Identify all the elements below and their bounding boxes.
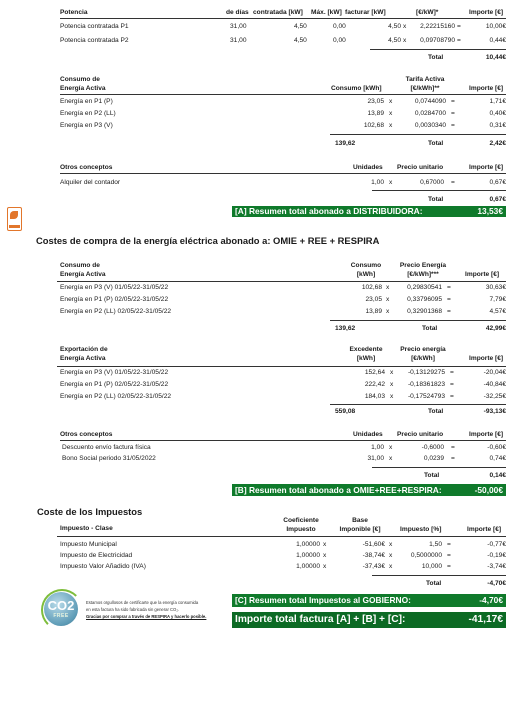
co2-line2: en esta factura ha sido fabricada sin generar CO₂. <box>86 607 180 612</box>
energia-header-importe: Importe [€] <box>469 85 504 92</box>
times-sign: x <box>390 381 394 388</box>
otros1-total-label: Total <box>428 196 444 203</box>
row-coef: 1,00000 <box>296 541 320 548</box>
otros2-header-unidades: Unidades <box>353 431 383 438</box>
row-base: -37,43€ <box>362 563 385 570</box>
co2-link[interactable]: Gracias por comprar a través de RESPIRA y hacerlo posible. <box>86 614 207 619</box>
otros2-total-value: 0,14€ <box>489 472 506 479</box>
row-tarifa: 0,0030340 <box>414 122 446 129</box>
total-factura-value: -41,17€ <box>468 614 503 625</box>
equals-sign: = <box>447 563 451 570</box>
compra-header-precio1: Precio Energía <box>399 262 447 269</box>
equals-sign: = <box>457 37 461 44</box>
otros1-total-value: 0,67€ <box>489 196 506 203</box>
export-total-label: Total <box>428 408 444 415</box>
export-sum: 559,08 <box>335 408 356 415</box>
row-importe: -20,04€ <box>483 369 506 376</box>
co2-badge-top: CO2 <box>47 598 75 613</box>
row-impuesto: 0,5000000 <box>410 552 442 559</box>
otros1-header-importe: Importe [€] <box>469 164 504 171</box>
export-header-precio2: [€/kWh] <box>411 355 435 362</box>
row-excedente: 152,64 <box>364 369 385 376</box>
potencia-header-dias: de días <box>226 9 249 16</box>
row-precio: 2,22215160 <box>420 23 455 30</box>
row-excedente: 184,03 <box>364 393 385 400</box>
times-sign: x <box>323 552 327 559</box>
compra-header-label2: Energía Activa <box>60 271 106 278</box>
row-unidades: 1,00 <box>371 179 384 186</box>
row-consumo: 102,68 <box>361 284 382 291</box>
energia-header-consumo: Consumo [kWh] <box>331 85 382 92</box>
times-sign: x <box>389 444 393 451</box>
row-label: Descuento envío factura física <box>62 444 151 451</box>
row-base: -51,60€ <box>362 541 385 548</box>
resumen-c-value: -4,70€ <box>479 595 503 605</box>
times-sign: x <box>389 122 393 129</box>
equals-sign: = <box>447 296 451 303</box>
row-importe: 0,31€ <box>489 122 506 129</box>
equals-sign: = <box>450 393 454 400</box>
energia-total-label: Total <box>428 140 444 147</box>
equals-sign: = <box>451 179 455 186</box>
row-contratada: 4,50 <box>294 37 307 44</box>
export-header-label2: Energía Activa <box>60 355 106 362</box>
row-importe: 7,79€ <box>489 296 506 303</box>
compra-header-label1: Consumo de <box>60 262 100 269</box>
row-coef: 1,00000 <box>296 552 320 559</box>
times-sign: x <box>389 179 393 186</box>
row-label: Energía en P3 (V) 01/05/22-31/05/22 <box>60 369 169 376</box>
export-header-precio1: Precio energía <box>400 346 446 353</box>
times-sign: x <box>386 308 390 315</box>
row-precio: 0,33796095 <box>407 296 442 303</box>
row-importe: -40,84€ <box>483 381 506 388</box>
row-importe: 0,67€ <box>489 179 506 186</box>
row-precio: -0,18361823 <box>407 381 445 388</box>
times-sign: x <box>323 563 327 570</box>
times-sign: x <box>386 284 390 291</box>
potencia-total-label: Total <box>428 54 444 61</box>
row-label: Energía en P1 (P) 02/05/22-31/05/22 <box>60 381 169 388</box>
row-precio: -0,13129275 <box>407 369 445 376</box>
potencia-header-label: Potencia <box>60 9 88 16</box>
resumen-c-bar <box>232 594 506 607</box>
potencia-header-contratada: contratada [kW] <box>253 9 303 16</box>
row-label: Impuesto Municipal <box>60 541 117 548</box>
energia-total-value: 2,42€ <box>489 140 506 147</box>
impuestos-header-imp: Impuesto [%] <box>400 526 442 533</box>
otros2-total-label: Total <box>424 472 440 479</box>
section-title-omie: Costes de compra de la energía eléctrica abonado a: OMIE + REE + RESPIRA <box>36 235 380 246</box>
row-importe: -3,74€ <box>487 563 506 570</box>
resumen-a-bar <box>232 206 506 217</box>
section-title-impuestos: Coste de los Impuestos <box>37 506 143 517</box>
row-label: Potencia contratada P2 <box>60 37 129 44</box>
otros1-header-unidades: Unidades <box>353 164 383 171</box>
compra-total-label: Total <box>422 325 438 332</box>
row-impuesto: 1,50 <box>429 541 442 548</box>
times-sign: x <box>386 296 390 303</box>
energia-header-label1: Consumo de <box>60 76 100 83</box>
impuestos-total-label: Total <box>426 580 442 587</box>
export-header-exc2: [kWh] <box>356 355 376 362</box>
equals-sign: = <box>450 369 454 376</box>
row-importe: -0,19€ <box>487 552 506 559</box>
row-base: -38,74€ <box>362 552 385 559</box>
row-importe: 1,71€ <box>489 98 506 105</box>
equals-sign: = <box>451 98 455 105</box>
energia-sum: 139,62 <box>335 140 356 147</box>
row-label: Energía en P3 (V) 01/05/22-31/05/22 <box>60 284 169 291</box>
times-sign: x <box>403 23 407 30</box>
export-header-exc1: Excedente <box>349 346 383 353</box>
resumen-b-value: -50,00€ <box>474 485 503 495</box>
impuestos-header-coef2: Impuesto <box>286 526 316 533</box>
otros1-header-label: Otros conceptos <box>60 164 113 171</box>
row-precio: 0,29830541 <box>407 284 442 291</box>
equals-sign: = <box>451 122 455 129</box>
row-consumo: 13,89 <box>367 110 384 117</box>
row-precio: -0,17524793 <box>407 393 445 400</box>
row-unidades: 31,00 <box>367 455 384 462</box>
row-max: 0,00 <box>333 23 346 30</box>
row-label: Energía en P2 (LL) 02/05/22-31/05/22 <box>60 308 172 315</box>
row-importe: 0,40€ <box>489 110 506 117</box>
impuestos-header-importe: Importe [€] <box>467 526 502 533</box>
equals-sign: = <box>447 284 451 291</box>
row-label: Energía en P3 (V) <box>60 122 113 129</box>
otros2-header-precio: Precio unitario <box>397 431 444 438</box>
row-precio: 0,67000 <box>420 179 444 186</box>
impuestos-header-label: Impuesto - Clase <box>60 525 113 532</box>
row-excedente: 222,42 <box>364 381 385 388</box>
row-importe: 10,00€ <box>485 23 506 30</box>
row-max: 0,00 <box>333 37 346 44</box>
row-unidades: 1,00 <box>371 444 384 451</box>
row-consumo: 13,89 <box>365 308 382 315</box>
co2-free-badge-icon <box>44 592 78 626</box>
potencia-header-precio: [€/kW]* <box>416 9 439 16</box>
row-consumo: 102,68 <box>363 122 384 129</box>
impuestos-header-base1: Base <box>352 517 368 524</box>
row-precio: 0,0239 <box>423 455 444 462</box>
export-total-value: -93,13€ <box>483 408 506 415</box>
row-contratada: 4,50 <box>294 23 307 30</box>
row-label: Impuesto de Electricidad <box>60 552 133 559</box>
times-sign: x <box>389 563 393 570</box>
resumen-a-label: [A] Resumen total abonado a DISTRIBUIDORA: <box>235 206 423 216</box>
compra-header-consumo1: Consumo <box>350 262 382 269</box>
resumen-b-label: [B] Resumen total abonado a OMIE+REE+RESPIRA: <box>235 485 442 495</box>
row-tarifa: 0,0284700 <box>414 110 446 117</box>
co2-badge-bottom: FREE <box>53 613 69 619</box>
export-header-label1: Exportación de <box>60 346 108 353</box>
times-sign: x <box>323 541 327 548</box>
equals-sign: = <box>450 381 454 388</box>
compra-total-value: 42,99€ <box>485 325 506 332</box>
row-precio: -0,6000 <box>421 444 444 451</box>
impuestos-total-value: -4,70€ <box>487 580 506 587</box>
row-importe: 30,63€ <box>485 284 506 291</box>
energia-header-tarifa1: Tarifa Activa <box>405 76 445 83</box>
row-label: Energía en P1 (P) <box>60 98 113 105</box>
row-label: Energía en P1 (P) 02/05/22-31/05/22 <box>60 296 169 303</box>
row-importe: 0,74€ <box>489 455 506 462</box>
impuestos-header-base2: Imponible [€] <box>339 526 381 533</box>
compra-header-importe: Importe [€] <box>465 271 500 278</box>
impuestos-header-coef1: Coeficiente <box>283 517 319 524</box>
compra-header-precio2: [€/kWh]*** <box>407 271 439 278</box>
equals-sign: = <box>447 308 451 315</box>
potencia-header-facturar: facturar [kW] <box>345 9 386 16</box>
row-label: Energía en P2 (LL) <box>60 110 116 117</box>
equals-sign: = <box>447 552 451 559</box>
row-impuesto: 10,000 <box>421 563 442 570</box>
potencia-header-importe: Importe [€] <box>469 9 504 16</box>
row-importe: 0,44€ <box>489 37 506 44</box>
resumen-c-label: [C] Resumen total Impuestos al GOBIERNO: <box>235 595 411 605</box>
times-sign: x <box>390 393 394 400</box>
row-dias: 31,00 <box>230 37 247 44</box>
row-importe: -32,25€ <box>483 393 506 400</box>
energia-header-label2: Energía Activa <box>60 85 106 92</box>
times-sign: x <box>403 37 407 44</box>
compra-sum: 139,62 <box>335 325 356 332</box>
export-header-importe: Importe [€] <box>469 355 504 362</box>
equals-sign: = <box>457 23 461 30</box>
row-importe: -0,60€ <box>487 444 506 451</box>
equals-sign: = <box>451 455 455 462</box>
co2-line1: Estamos orgullosos de certificarte que la energía consumida <box>86 600 199 605</box>
row-precio: 0,09708790 <box>420 37 455 44</box>
otros2-header-label: Otros conceptos <box>60 431 113 438</box>
resumen-b-bar <box>232 484 506 496</box>
row-dias: 31,00 <box>230 23 247 30</box>
equals-sign: = <box>447 541 451 548</box>
row-importe: -0,77€ <box>487 541 506 548</box>
times-sign: x <box>390 369 394 376</box>
row-label: Potencia contratada P1 <box>60 23 129 30</box>
total-factura-label: Importe total factura [A] + [B] + [C]: <box>235 614 406 625</box>
row-facturar: 4,50 <box>388 37 401 44</box>
row-consumo: 23,05 <box>367 98 384 105</box>
otros2-header-importe: Importe [€] <box>469 431 504 438</box>
times-sign: x <box>389 110 393 117</box>
row-consumo: 23,05 <box>365 296 382 303</box>
potencia-header-max: Máx. [kW] <box>311 9 342 16</box>
row-label: Bono Social periodo 31/05/2022 <box>62 455 156 462</box>
row-coef: 1,00000 <box>296 563 320 570</box>
potencia-total-value: 10,44€ <box>485 54 506 61</box>
row-facturar: 4,50 <box>388 23 401 30</box>
times-sign: x <box>389 455 393 462</box>
total-factura-bar <box>232 612 506 628</box>
times-sign: x <box>389 541 393 548</box>
resumen-a-value: 13,53€ <box>477 206 503 216</box>
row-label: Energía en P2 (LL) 02/05/22-31/05/22 <box>60 393 172 400</box>
otros1-header-precio: Precio unitario <box>397 164 444 171</box>
row-tarifa: 0,0744090 <box>414 98 446 105</box>
equals-sign: = <box>451 110 455 117</box>
equals-sign: = <box>451 444 455 451</box>
row-precio: 0,32901368 <box>407 308 442 315</box>
times-sign: x <box>389 552 393 559</box>
row-importe: 4,57€ <box>489 308 506 315</box>
eco-leaf-icon <box>7 207 22 231</box>
times-sign: x <box>389 98 393 105</box>
energia-header-tarifa2: [€/kWh]** <box>410 85 440 92</box>
compra-header-consumo2: [kWh] <box>356 271 376 278</box>
row-label: Alquiler del contador <box>60 179 121 186</box>
row-label: Impuesto Valor Añadido (IVA) <box>60 563 146 570</box>
